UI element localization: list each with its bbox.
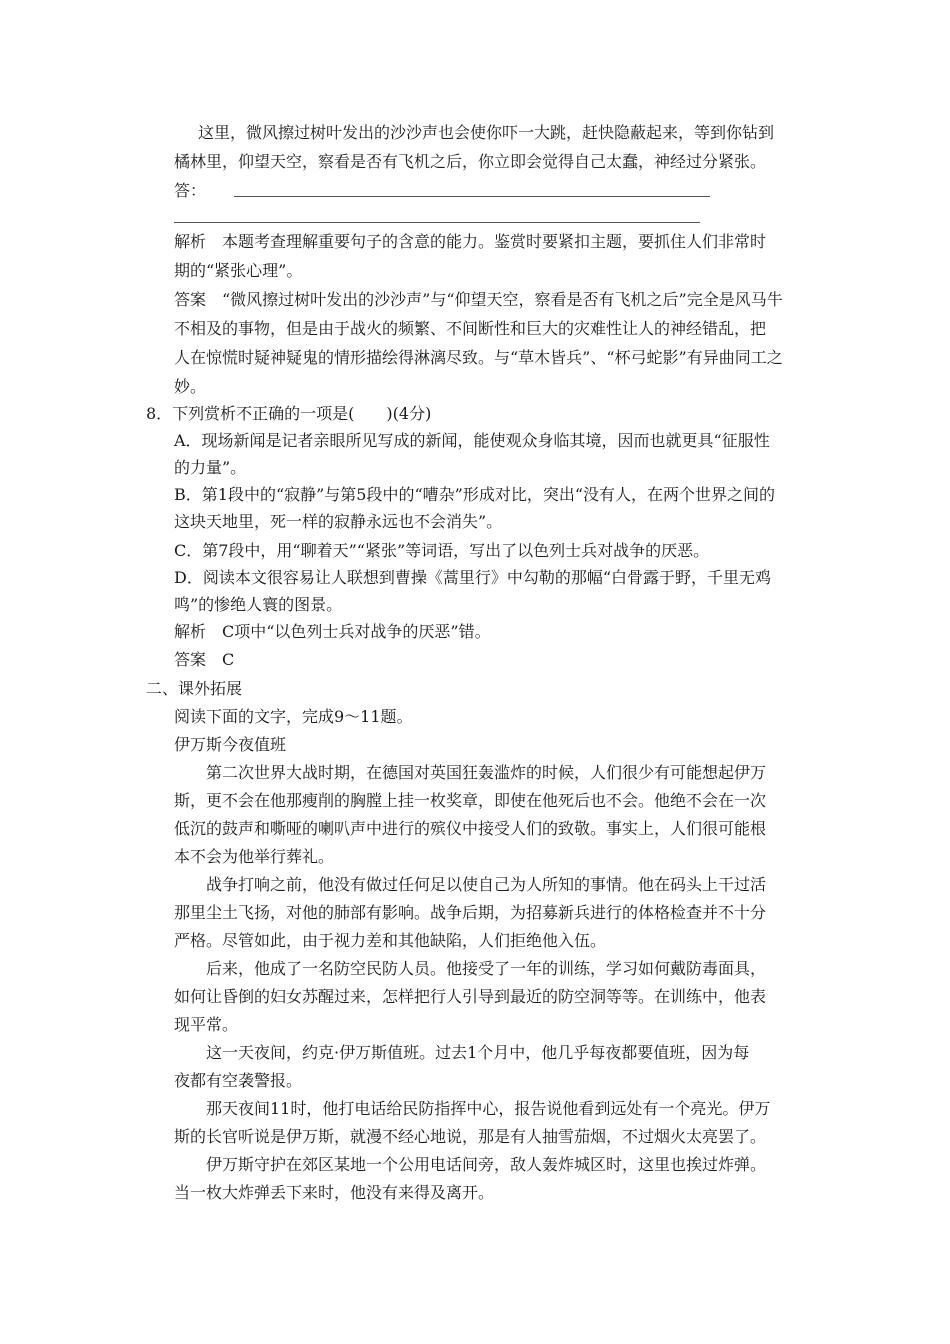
question-8-answer: 答案 C — [174, 650, 235, 669]
passage-line-14: 斯的长官听说是伊万斯，就漫不经心地说，那是有人抽雪茄烟，不过烟火太亮罢了。 — [174, 1127, 767, 1146]
passage-line-6: 那里尘土飞扬，对他的肺部有影响。战争后期，为招募新兵进行的体格检查并不十分 — [174, 903, 767, 922]
answer-line-2: 不相及的事物，但是由于战火的频繁、不间断性和巨大的灾难性让人的神经错乱，把 — [174, 319, 767, 338]
passage-line-16: 当一枚大炸弹丢下来时，他没有来得及离开。 — [174, 1183, 495, 1202]
question-8-stem: 8．下列赏析不正确的一项是( )(4分) — [146, 404, 432, 423]
answer-line-3: 人在惊慌时疑神疑鬼的情形描绘得淋漓尽致。与“草木皆兵”、“杯弓蛇影”有异曲同工之 — [174, 348, 783, 367]
quote-line-1: 这里，微风擦过树叶发出的沙沙声也会使你吓一大跳，赶快隐蔽起来，等到你钻到 — [198, 123, 775, 142]
section-2-heading: 二、课外拓展 — [146, 679, 243, 698]
passage-line-2: 斯，更不会在他那瘦削的胸膛上挂一枚奖章，即使在他死后也不会。他绝不会在一次 — [174, 791, 767, 810]
option-a-line-1: A．现场新闻是记者亲眼所见写成的新闻，能使观众身临其境，因而也就更具“征服性 — [174, 431, 770, 450]
option-d-line-2: 鸣”的惨绝人寰的图景。 — [174, 595, 343, 614]
option-b-line-2: 这块天地里，死一样的寂静永远也不会消失”。 — [174, 512, 503, 531]
passage-line-12: 夜都有空袭警报。 — [174, 1071, 303, 1090]
passage-line-9: 如何让昏倒的妇女苏醒过来，怎样把行人引导到最近的防空洞等等。在训练中，他表 — [174, 987, 767, 1006]
section-2-instruction: 阅读下面的文字，完成9～11题。 — [174, 707, 413, 726]
option-d-line-1: D．阅读本文很容易让人联想到曹操《蒿里行》中勾勒的那幅“白骨露于野，千里无鸡 — [174, 568, 772, 587]
option-a-line-2: 的力量”。 — [174, 458, 247, 477]
passage-line-10: 现平常。 — [174, 1015, 239, 1034]
option-b-line-1: B．第1段中的“寂静”与第5段中的“嘈杂”形成对比，突出“没有人，在两个世界之间的 — [174, 485, 776, 504]
quote-line-2: 橘林里，仰望天空，察看是否有飞机之后，你立即会觉得自己太蠢，神经过分紧张。 — [174, 152, 767, 171]
passage-line-11: 这一天夜间，约克·伊万斯值班。过去1个月中，他几乎每夜都要值班，因为每 — [206, 1043, 750, 1062]
answer-blank-line-2 — [174, 222, 700, 223]
analysis-line-2: 期的“紧张心理”。 — [174, 261, 303, 280]
passage-line-3: 低沉的鼓声和嘶哑的喇叭声中进行的殡仪中接受人们的致敬。事实上，人们很可能根 — [174, 819, 767, 838]
passage-line-8: 后来，他成了一名防空民防人员。他接受了一年的训练，学习如何戴防毒面具， — [206, 959, 767, 978]
passage-line-5: 战争打响之前，他没有做过任何足以使自己为人所知的事情。他在码头上干过活 — [206, 875, 767, 894]
answer-line-4: 妙。 — [174, 377, 207, 396]
answer-label: 答： — [174, 181, 207, 200]
passage-line-1: 第二次世界大战时期，在德国对英国狂轰滥炸的时候，人们很少有可能想起伊万 — [206, 763, 767, 782]
passage-line-13: 那天夜间11时，他打电话给民防指挥中心，报告说他看到远处有一个亮光。伊万 — [206, 1099, 771, 1118]
answer-line-1: 答案 “微风擦过树叶发出的沙沙声”与“仰望天空，察看是否有飞机之后”完全是风马牛 — [174, 290, 783, 309]
passage-line-15: 伊万斯守护在郊区某地一个公用电话间旁，敌人轰炸城区时，这里也挨过炸弹。 — [206, 1155, 767, 1174]
passage-line-4: 本不会为他举行葬礼。 — [174, 847, 335, 866]
passage-line-7: 严格。尽管如此，由于视力差和其他缺陷，人们拒绝他入伍。 — [174, 931, 607, 950]
question-8-analysis: 解析 C项中“以色列士兵对战争的厌恶”错。 — [174, 622, 491, 641]
passage-title: 伊万斯今夜值班 — [174, 735, 287, 754]
option-c: C．第7段中，用“聊着天”“紧张”等词语，写出了以色列士兵对战争的厌恶。 — [174, 541, 710, 560]
answer-blank-line-1 — [234, 196, 710, 197]
analysis-line-1: 解析 本题考查理解重要句子的含意的能力。鉴赏时要紧扣主题，要抓住人们非常时 — [174, 232, 767, 251]
